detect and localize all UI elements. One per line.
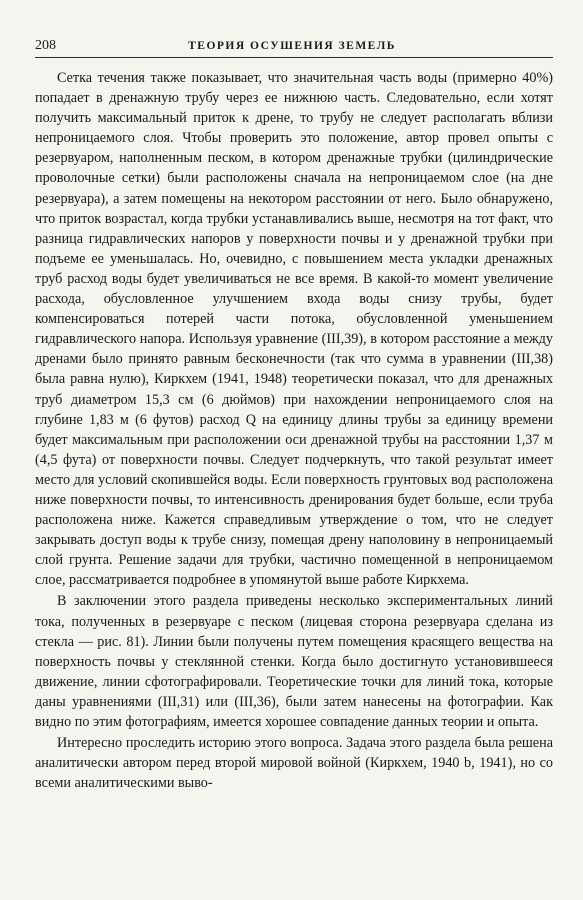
- paragraph: Сетка течения также показывает, что значительная часть воды (примерно 40%) попадает в дренажную трубу через ее нижнюю часть. Следовательно, если хотят получить максимальный приток к дрене, то трубу не следует располагать вблизи непроницаемого слоя. Чтобы проверить это положение, автор провел опыты с резервуаром, наполненным песком, в котором дренажные трубки (цилиндрические проволочные сетки) были расположены сначала на непроницаемом слое (на дне резервуара), а затем помещены на некотором расстоянии от него. Было обнаружено, что приток возрастал, когда трубки устанавливались выше, несмотря на тот факт, что разница гидравлических напоров у поверхности почвы и у дренажной трубки при подъеме ее уменьшалась. Но, очевидно, с повышением места укладки дренажных труб расход воды будет увеличиваться не все время. В какой-то момент увеличение расхода, обусловленное улучшением входа воды снизу трубы, будет компенсироваться потерей части потока, обусловленной уменьшением гидравлического напора. Используя уравнение (III,39), в котором расстояние a между дренами было принято равным бесконечности (так что сумма в уравнении (III,38) была равна нулю), Киркхем (1941, 1948) теоретически показал, что для дренажных труб диаметром 15,3 см (6 дюймов) при нахождении непроницаемого слоя на глубине 1,83 м (6 футов) расход Q на единицу длины трубы за единицу времени будет максимальным при расположении оси дренажной трубы на расстоянии 1,37 м (4,5 фута) от поверхности почвы. Следует подчеркнуть, что такой результат имеет место для условий скопившейся воды. Если поверхность грунтовых вод расположена ниже поверхности почвы, то интенсивность дренирования будет больше, если труба расположена ниже. Кажется справедливым утверждение о том, что не следует закрывать доступ воды к трубе снизу, помещая дрену наполовину в непроницаемый слой грунта. Решение задачи для трубки, частично помещенной в непроницаемом слое, рассматривается подробнее в упомянутой выше работе Киркхема.: [35, 70, 553, 589]
- running-head: [35, 38, 553, 58]
- running-title: ТЕОРИЯ ОСУШЕНИЯ ЗЕМЕЛЬ: [188, 40, 396, 52]
- paragraph: Интересно проследить историю этого вопроса. Задача этого раздела была решена аналитически автором перед второй мировой войной (Киркхем, 1940 b, 1941), но со всеми аналитическими выво-: [35, 735, 553, 792]
- paragraph: В заключении этого раздела приведены несколько экспериментальных линий тока, полученных в резервуаре с песком (лицевая сторона резервуара сделана из стекла — рис. 81). Линии были получены путем помещения красящего вещества на поверхность почвы у стеклянной стенки. Когда было достигнуто установившееся движение, линии сфотографировали. Теоретические точки для линий тока, которые даны уравнениями (III,31) или (III,36), были затем нанесены на фотографии. Как видно по этим фотографиям, имеется хорошее совпадение данных теории и опыта.: [35, 593, 553, 730]
- body-text: [35, 68, 553, 793]
- page-number: 208: [35, 38, 56, 53]
